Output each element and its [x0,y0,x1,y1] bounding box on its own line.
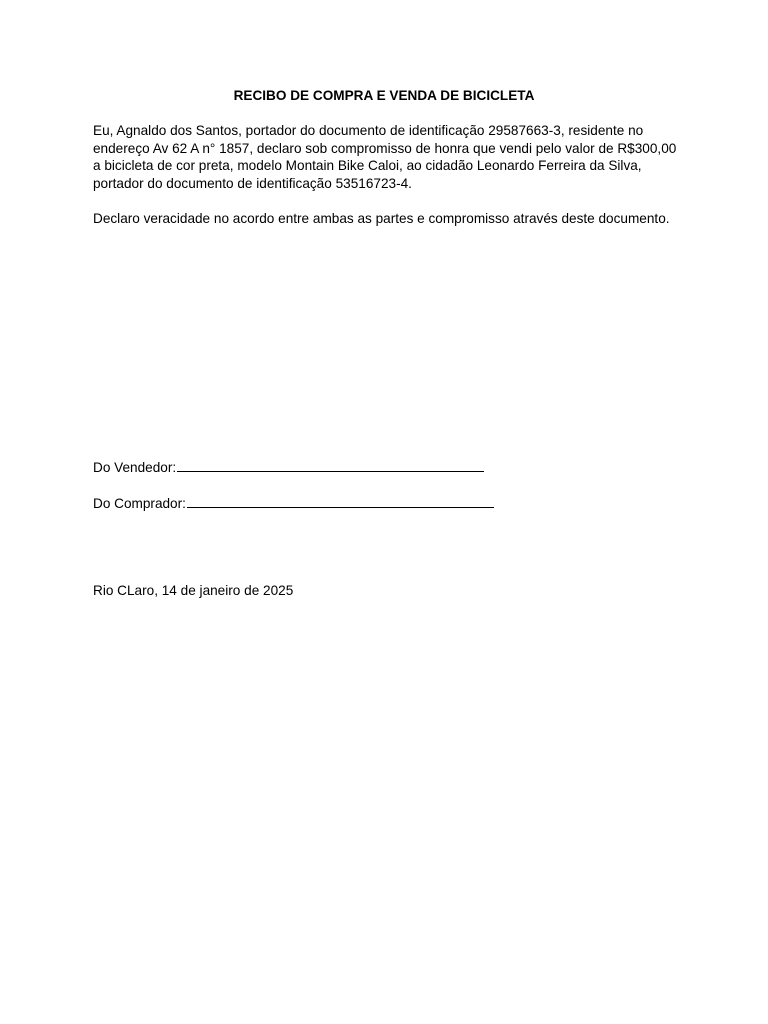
buyer-signature-line [93,494,494,512]
buyer-signature-label: Do Comprador: [93,496,186,511]
buyer-signature-rule [187,494,494,508]
seller-signature-label: Do Vendedor: [93,460,177,475]
document-title: RECIBO DE COMPRA E VENDA DE BICICLETA [233,88,535,103]
seller-signature-line [93,458,484,476]
place-and-date: Rio CLaro, 14 de janeiro de 2025 [93,583,294,598]
declaration-paragraph: Eu, Agnaldo dos Santos, portador do documento de identificação 29587663-3, residente no endereço Av 62 A n° 1857, declaro sob compromisso de honra que vendi pelo valor de R$300,00 a bicicleta de cor preta, modelo Montain Bike Caloi, ao cidadão Leonardo Ferreira da Silva, portador do documento de identificação 53516723-4. [93,123,677,191]
agreement-paragraph: Declaro veracidade no acordo entre ambas as partes e compromisso através deste documento. [93,211,670,226]
seller-signature-rule [177,458,484,472]
